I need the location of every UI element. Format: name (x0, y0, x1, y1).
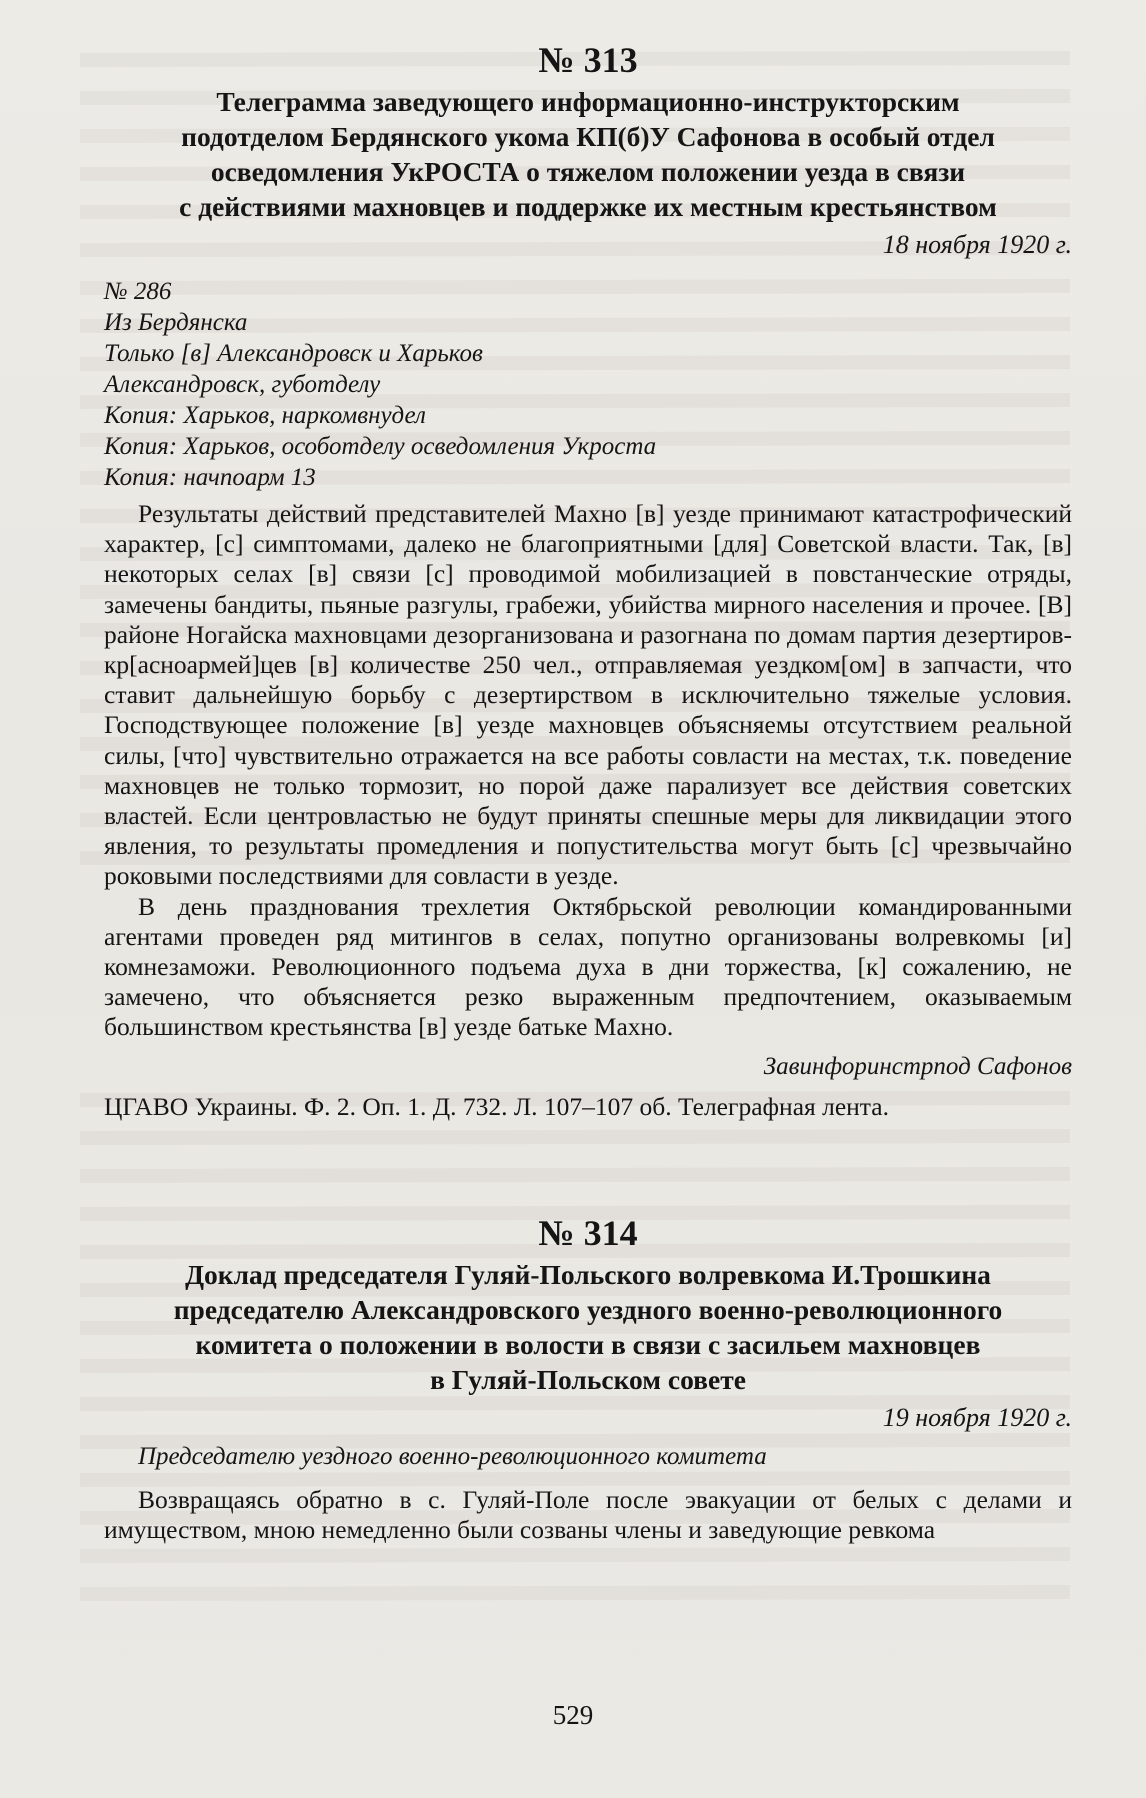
document-313 (104, 38, 1072, 1123)
telegram-header (104, 276, 1072, 493)
title-line: Телеграмма заведующего информационно-инструкторским (216, 86, 960, 117)
document-number: № 314 (538, 1212, 638, 1253)
telegram-routing: Только [в] Александровск и Харьков (104, 340, 483, 367)
telegram-recipient: Александровск, губотделу (104, 371, 381, 398)
page-content (104, 38, 1072, 1545)
document-date: 19 ноября 1920 г. (882, 1402, 1072, 1432)
telegram-copy: Копия: Харьков, наркомвнудел (104, 402, 426, 429)
document-number: № 313 (538, 40, 638, 80)
signature: Завинфоринстрпод Сафонов (763, 1052, 1072, 1080)
document-314 (104, 1211, 1072, 1545)
page-number: 529 (552, 1700, 594, 1730)
body-paragraph: В день празднования трехлетия Октябрьской революции командированными агентами проведен ряд митингов в селах, попутно организованы волревкомы [и] комнезаможи. Революционного подъема духа в дни торжества, [к] сожалению, не замечено, что объясняется резко выраженным предпочтением, оказываемым большинством крестьянства [в] уезде батьке Махно. (104, 891, 1072, 1042)
title-line: председателю Александровского уездного военно-революционного (173, 1293, 1003, 1325)
body-paragraph: Результаты действий представителей Махно [в] уезде принимают катастрофический характер, [с] симптомами, далеко не благоприятными [для] Советской власти. Так, [в] некоторых селах [в] связи [с] проводимой мобилизацией в повстанческие отряды, замечены бандиты, пьяные разгулы, грабежи, убийства мирного населения и прочее. [В] районе Ногайска махновцами дезорганизована и разогнана по домам партия дезертиров-кр[асноармей]цев [в] количестве 250 чел., отправляемая уездком[ом] в запчасти, что ставит дальнейшую борьбу с дезертирством в исключительно тяжелые условия. Господствующее положение [в] уезде махновцев объясняемы отсутствием реальной силы, [что] чувствительно отражается на все работы совласти на местах, т.к. поведение махновцев не только тормозит, но порой даже парализует все действия советских властей. Если центровластью не будут приняты спешные меры для ликвидации этого явления, то результаты промедления и попустительства могут быть [с] чрезвычайно роковыми последствиями для совласти в уезде. (104, 499, 1072, 891)
document-title (104, 1257, 1072, 1397)
addressee: Председателю уездного военно-революционного комитета (138, 1442, 767, 1470)
title-line: Доклад председателя Гуляй-Польского волревкома И.Трошкина (185, 1258, 991, 1290)
archive-source: ЦГАВО Украины. Ф. 2. Оп. 1. Д. 732. Л. 107–107 об. Телеграфная лента. (104, 1091, 889, 1121)
title-line: с действиями махновцев и поддержке их местным крестьянством (179, 191, 997, 222)
document-title (104, 84, 1072, 224)
title-line: комитета о положении в волости в связи с засильем махновцев (195, 1328, 981, 1360)
telegram-number: № 286 (104, 278, 172, 305)
telegram-origin: Из Бердянска (104, 309, 248, 336)
telegram-copy: Копия: начпоарм 13 (104, 464, 316, 491)
title-line: в Гуляй-Польском совете (430, 1363, 746, 1395)
document-date: 18 ноября 1920 г. (882, 230, 1072, 259)
telegram-copy: Копия: Харьков, особотделу осведомления Укроста (104, 433, 657, 460)
title-line: подотделом Бердянского укома КП(б)У Сафонова в особый отдел (181, 121, 995, 152)
body-paragraph: Возвращаясь обратно в с. Гуляй-Поле после эвакуации от белых с делами и имуществом, мною немедленно были созваны члены и заведующие ревкома (104, 1484, 1072, 1544)
title-line: осведомления УкРОСТА о тяжелом положении уезда в связи (210, 156, 966, 187)
